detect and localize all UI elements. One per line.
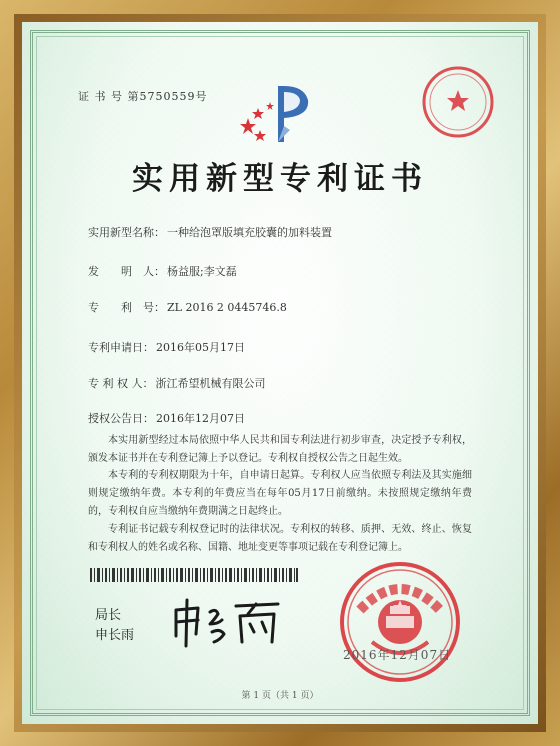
- certificate-title: 实用新型专利证书: [132, 161, 428, 197]
- row-value: 一种给泡罩版填充胶囊的加料装置: [167, 226, 332, 239]
- handwritten-signature-icon: [170, 598, 286, 648]
- certificate-number: 证 书 号 第5750559号: [78, 90, 208, 103]
- paragraph-term: 本专利的专利权期限为十年，自申请日起算。专利权人应当依照专利法及其实施细则规定缴纳年费。本专利的年费应当在每年05月17日前缴纳。未按照规定缴纳年费的，专利权自应当缴纳年费期满之日起终止。: [88, 470, 472, 517]
- row-value: 浙江希望机械有限公司: [155, 377, 266, 390]
- signatory-name: 申长雨: [95, 628, 135, 643]
- row-label: 专 利 号：: [88, 301, 165, 314]
- row-label: 授权公告日：: [88, 412, 154, 425]
- barcode-icon: [90, 568, 298, 582]
- row-value: ZL 2016 2 0445746.8: [167, 301, 287, 314]
- row-application-date: [88, 339, 245, 355]
- signatory-title: 局长: [95, 608, 122, 623]
- row-label: 专 利 权 人：: [88, 377, 154, 390]
- row-label: 实用新型名称：: [88, 226, 165, 239]
- row-value: 2016年12月07日: [156, 412, 245, 425]
- official-seal-icon: [338, 560, 462, 684]
- row-patentee: [88, 375, 266, 391]
- paragraph-grant: 本实用新型经过本局依照中华人民共和国专利法进行初步审查，决定授予专利权，颁发本证书并在专利登记簿上予以登记。专利权自授权公告之日起生效。: [88, 435, 472, 464]
- paragraph-registration: 专利证书记载专利权登记时的法律状况。专利权的转移、质押、无效、终止、恢复和专利权人的姓名或名称、国籍、地址变更等事项记载在专利登记簿上。: [88, 524, 472, 553]
- row-utility-model-name: [88, 224, 332, 240]
- row-patent-number: [88, 299, 287, 315]
- row-grant-date: [88, 410, 245, 426]
- row-label: 专利申请日：: [88, 341, 154, 354]
- row-value: 杨益服;李文磊: [167, 265, 237, 278]
- row-label: 发 明 人：: [88, 265, 165, 278]
- patent-office-emblem-icon: [238, 80, 318, 150]
- row-value: 2016年05月17日: [156, 341, 245, 354]
- row-inventor: [88, 263, 237, 279]
- page-footer: 第 1 页（共 1 页）: [241, 691, 319, 701]
- seal-date: 2016年12月07日: [343, 648, 452, 662]
- corner-seal-icon: [418, 62, 498, 142]
